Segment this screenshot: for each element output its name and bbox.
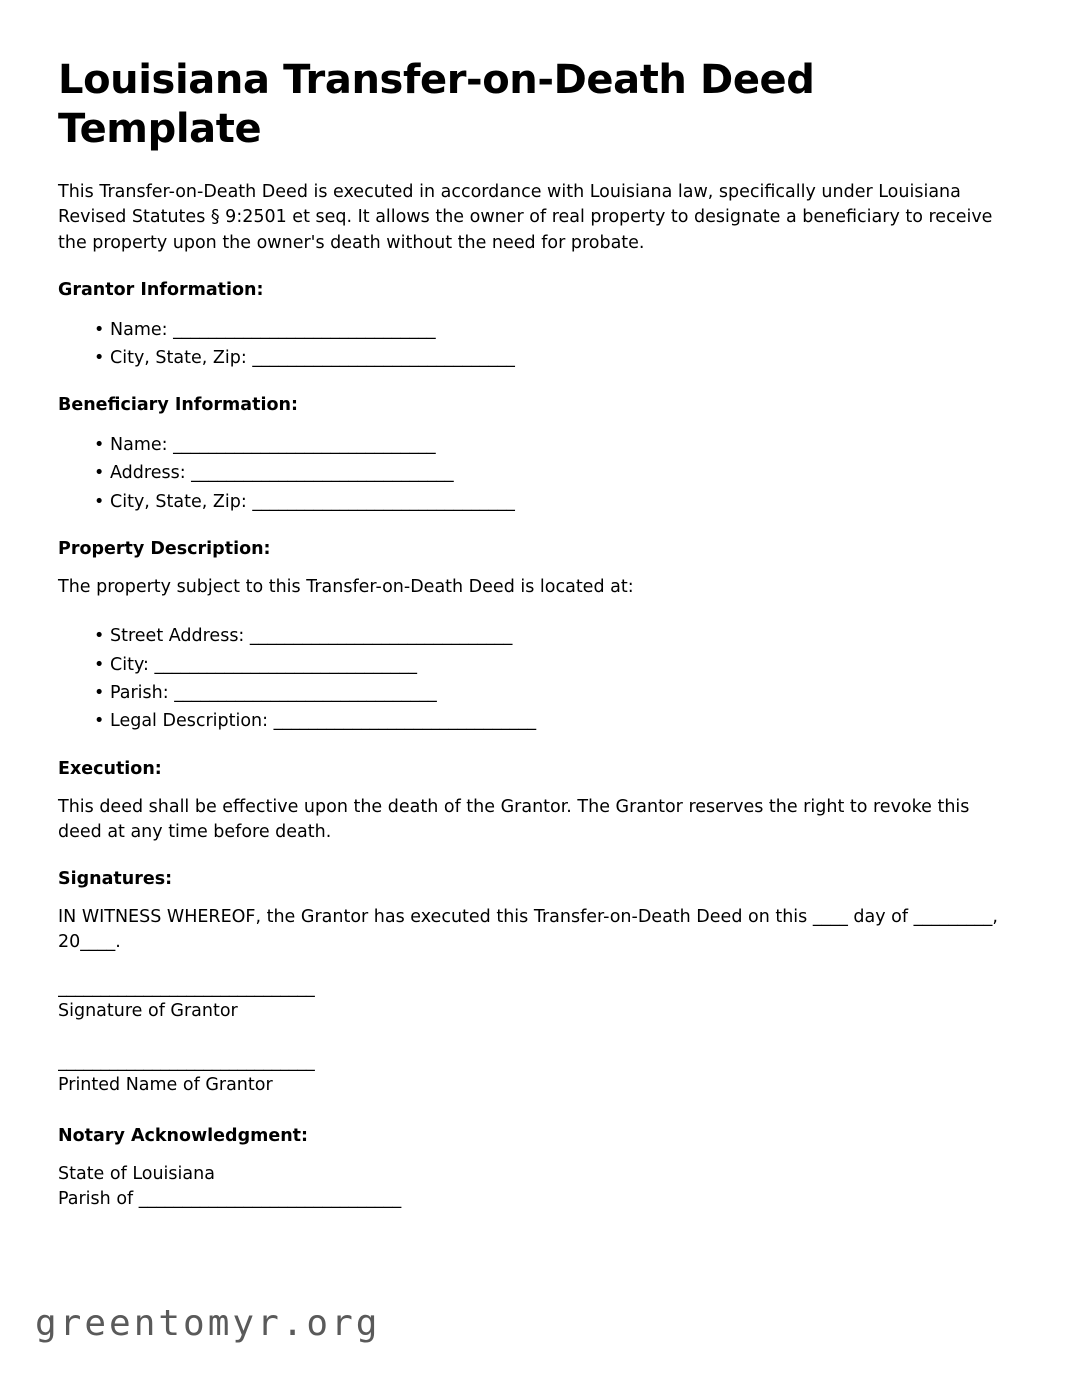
field-label: City, State, Zip: — [110, 491, 247, 512]
field-label: Parish: — [110, 683, 169, 704]
list-item — [58, 651, 1005, 679]
list-item — [58, 459, 1005, 487]
field-blank[interactable]: ______________________________ — [154, 654, 418, 675]
list-item — [58, 431, 1005, 459]
printed-name-line[interactable]: ______________________________ — [58, 1051, 315, 1072]
notary-acknowledgment-heading: Notary Acknowledgment: — [58, 1126, 309, 1147]
signature-line-label: Signature of Grantor — [58, 1001, 238, 1022]
intro-paragraph: This Transfer-on-Death Deed is executed in accordance with Louisiana law, specifically under Louisiana Revised Statutes § 9:2501 et seq. It allows the owner of real property to designate a beneficiary to receive the property upon the owner's death without the need for probate. — [58, 181, 993, 254]
field-blank[interactable]: ______________________________ — [173, 319, 436, 340]
execution-heading: Execution: — [58, 758, 162, 779]
site-watermark: greentomyr.org — [35, 1303, 381, 1344]
execution-paragraph: This deed shall be effective upon the death of the Grantor. The Grantor reserves the right to revoke this deed at any time before death. — [58, 796, 970, 843]
field-blank[interactable]: ______________________________ — [174, 683, 437, 704]
page-title: Louisiana Transfer-on-Death Deed Template — [58, 57, 815, 152]
witness-clause-paragraph: IN WITNESS WHEREOF, the Grantor has executed this Transfer-on-Death Deed on this ____ day of _________, 20____. — [58, 906, 998, 953]
field-label: Street Address: — [110, 626, 245, 647]
grantor-printed-name-block — [58, 1052, 1005, 1098]
field-label: Name: — [110, 319, 168, 340]
field-label: City, State, Zip: — [110, 347, 247, 368]
list-item — [58, 344, 1005, 372]
notary-parish-line — [58, 1187, 1005, 1212]
field-label: Address: — [110, 463, 186, 484]
field-blank[interactable]: ______________________________ — [249, 626, 513, 647]
field-blank[interactable]: ______________________________ — [252, 347, 515, 368]
notary-parish-label: Parish of — [58, 1189, 134, 1210]
list-item — [58, 316, 1005, 344]
field-blank[interactable]: ______________________________ — [173, 434, 436, 455]
field-blank[interactable]: ______________________________ — [191, 463, 454, 484]
grantor-information-heading: Grantor Information: — [58, 279, 264, 300]
field-blank[interactable]: ______________________________ — [273, 711, 537, 732]
beneficiary-field-list — [58, 431, 1005, 516]
notary-parish-blank[interactable]: ______________________________ — [138, 1189, 402, 1210]
list-item — [58, 622, 1005, 650]
grantor-signature-block — [58, 978, 1005, 1024]
property-description-heading: Property Description: — [58, 538, 271, 559]
field-label: Name: — [110, 434, 168, 455]
beneficiary-information-heading: Beneficiary Information: — [58, 395, 298, 416]
grantor-field-list — [58, 316, 1005, 373]
field-label: City: — [110, 654, 149, 675]
field-blank[interactable]: ______________________________ — [252, 491, 515, 512]
field-label: Legal Description: — [110, 711, 269, 732]
list-item — [58, 679, 1005, 707]
signatures-heading: Signatures: — [58, 869, 173, 889]
signature-line[interactable]: ______________________________ — [58, 978, 315, 999]
property-intro-paragraph: The property subject to this Transfer-on-Death Deed is located at: — [58, 576, 634, 597]
property-field-list — [58, 622, 1005, 735]
notary-state-line: State of Louisiana — [58, 1163, 215, 1184]
list-item — [58, 488, 1005, 516]
printed-name-line-label: Printed Name of Grantor — [58, 1074, 273, 1095]
list-item — [58, 707, 1005, 735]
